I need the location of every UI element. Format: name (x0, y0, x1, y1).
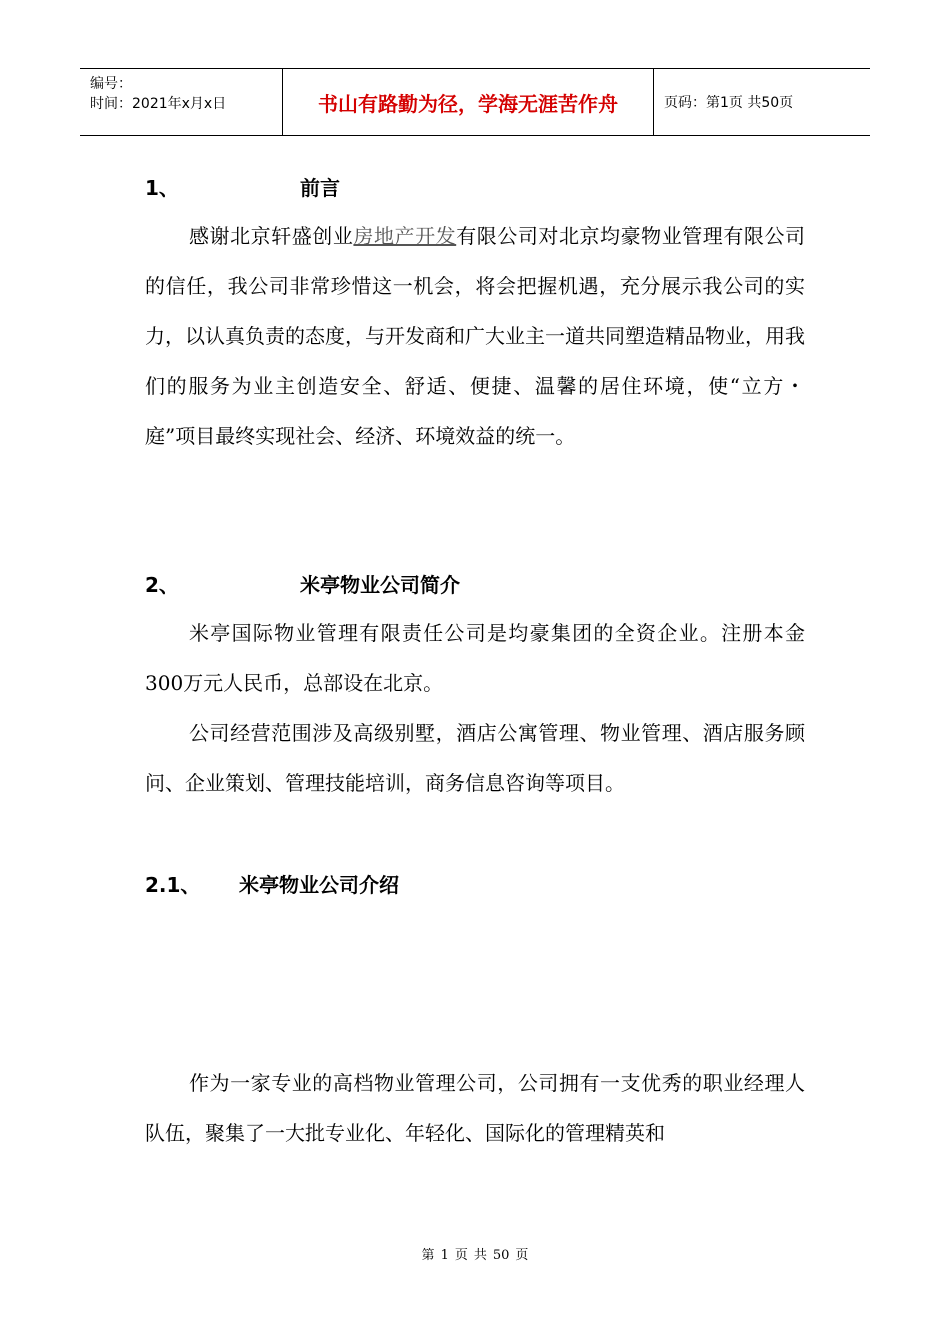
header-motto: 书山有路勤为径，学海无涯苦作舟 (282, 69, 654, 135)
footer-page-unit: 页 (454, 1248, 468, 1263)
section-number: 2、 (145, 573, 179, 597)
section-title: 米亭物业公司介绍 (239, 873, 399, 897)
section-heading-2-1 (145, 869, 399, 898)
section-number: 1、 (145, 176, 179, 200)
section-heading-2 (145, 569, 460, 598)
section-title: 前言 (300, 176, 340, 200)
section-title: 米亭物业公司简介 (300, 573, 460, 597)
paragraph-team: 作为一家专业的高档物业管理公司，公司拥有一支优秀的职业经理人队伍，聚集了一大批专业化、年轻化、国际化的管理精英和 (145, 1071, 805, 1145)
footer-total-unit: 页 (515, 1248, 529, 1263)
section-heading-1 (145, 172, 340, 201)
footer-total-pages: 50 (492, 1248, 510, 1263)
footer-first: 第 (421, 1248, 435, 1263)
header-page-info: 页码：第1页 共50页 (664, 95, 794, 111)
paragraph-scope: 公司经营范围涉及高级别墅，酒店公寓管理、物业管理、酒店服务顾问、企业策划、管理技能培训，商务信息咨询等项目。 (145, 721, 805, 795)
paragraph-text: 感谢北京轩盛创业 (189, 224, 354, 248)
paragraph-company: 米亭国际物业管理有限责任公司是均豪集团的全资企业。注册本金300万元人民币，总部设在北京。 (145, 621, 805, 695)
footer-page-number: 1 (440, 1248, 449, 1263)
paragraph-text: 有限公司对北京均豪物业管理有限公司的信任，我公司非常珍惜这一机会，将会把握机遇，充分展示我公司的实力，以认真负责的态度，与开发商和广大业主一道共同塑造精品物业，用我们的服务为业主创造安全、舒适、便捷、温馨的居住环境，使“立方・庭”项目最终实现社会、经济、环境效益的统一。 (145, 224, 806, 448)
number-label: 编号： (90, 76, 132, 92)
time-label: 时间：2021年x月x日 (90, 96, 227, 112)
header-meta (80, 69, 282, 135)
section-number: 2.1、 (145, 873, 201, 897)
real-estate-link[interactable]: 房地产开发 (353, 224, 457, 248)
page-footer (0, 1244, 950, 1263)
footer-total-prefix: 共 (473, 1248, 487, 1263)
paragraph-intro (145, 211, 805, 461)
page-header (80, 68, 870, 136)
